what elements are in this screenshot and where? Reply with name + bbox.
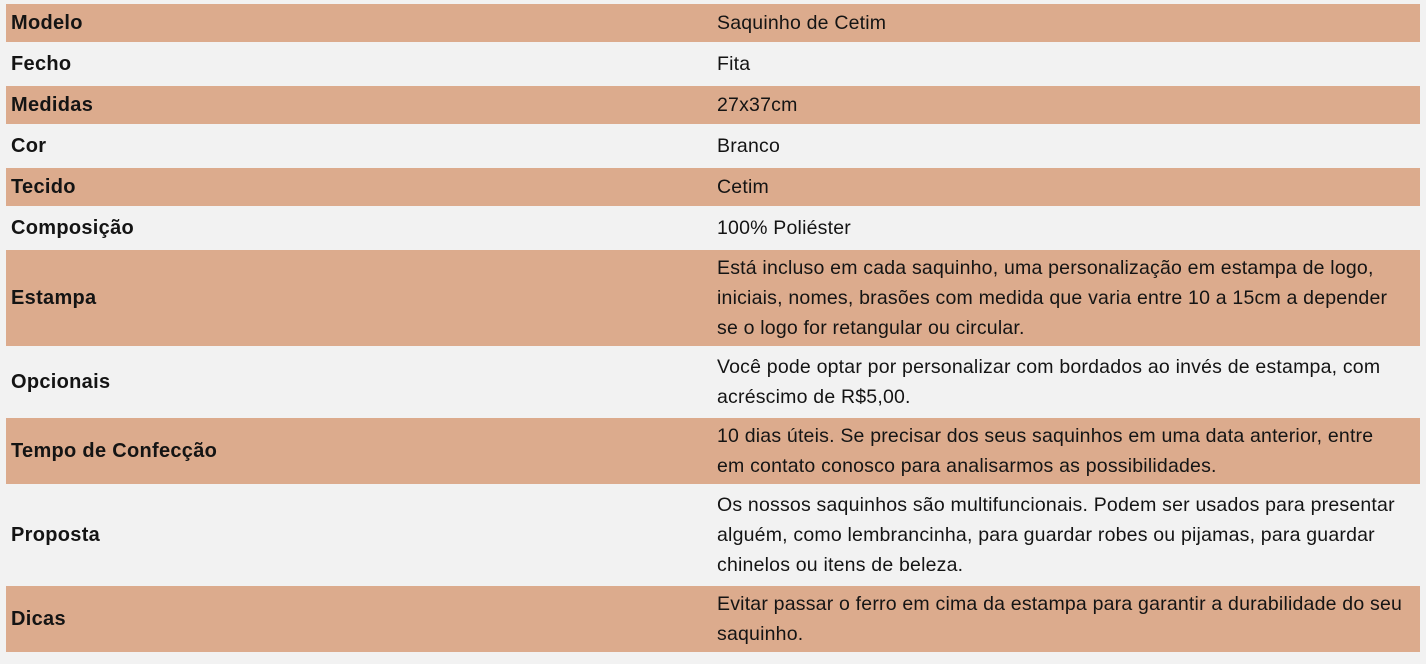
spec-label: Fecho [11,53,72,75]
spec-row [6,168,1420,206]
spec-value: Fita [717,53,751,75]
spec-row [6,127,1420,165]
spec-row [6,487,1420,583]
spec-row [6,209,1420,247]
spec-row [6,4,1420,42]
spec-row [6,418,1420,484]
spec-value: Você pode optar por personalizar com bordados ao invés de estampa, com acréscimo de R$5,00. [717,356,1381,408]
spec-label: Tempo de Confecção [11,440,218,462]
spec-value: Evitar passar o ferro em cima da estampa para garantir a durabilidade do seu saquinho. [717,593,1403,645]
spec-value: Os nossos saquinhos são multifuncionais. Podem ser usados para presentar alguém, como lembrancinha, para guardar robes ou pijamas, para guardar chinelos ou itens de beleza. [717,494,1395,576]
spec-label: Tecido [11,176,76,198]
spec-row [6,45,1420,83]
spec-row [6,349,1420,415]
product-spec-table [6,4,1420,652]
spec-label: Proposta [11,524,101,546]
spec-value: 27x37cm [717,94,798,116]
spec-label: Composição [11,217,135,239]
spec-label: Cor [11,135,47,157]
spec-row [6,250,1420,346]
spec-value: 100% Poliéster [717,217,851,239]
spec-row [6,86,1420,124]
spec-value: Cetim [717,176,769,198]
spec-value: Está incluso em cada saquinho, uma personalização em estampa de logo, iniciais, nomes, brasões com medida que varia entre 10 a 15cm a depender se o logo for retangular ou circular. [717,257,1388,339]
spec-value: 10 dias úteis. Se precisar dos seus saquinhos em uma data anterior, entre em contato conosco para analisarmos as possibilidades. [717,425,1374,477]
spec-value: Saquinho de Cetim [717,12,887,34]
spec-label: Opcionais [11,371,111,393]
spec-row [6,586,1420,652]
spec-label: Modelo [11,12,83,34]
spec-label: Estampa [11,287,97,309]
spec-label: Dicas [11,608,66,630]
spec-label: Medidas [11,94,94,116]
spec-value: Branco [717,135,780,157]
